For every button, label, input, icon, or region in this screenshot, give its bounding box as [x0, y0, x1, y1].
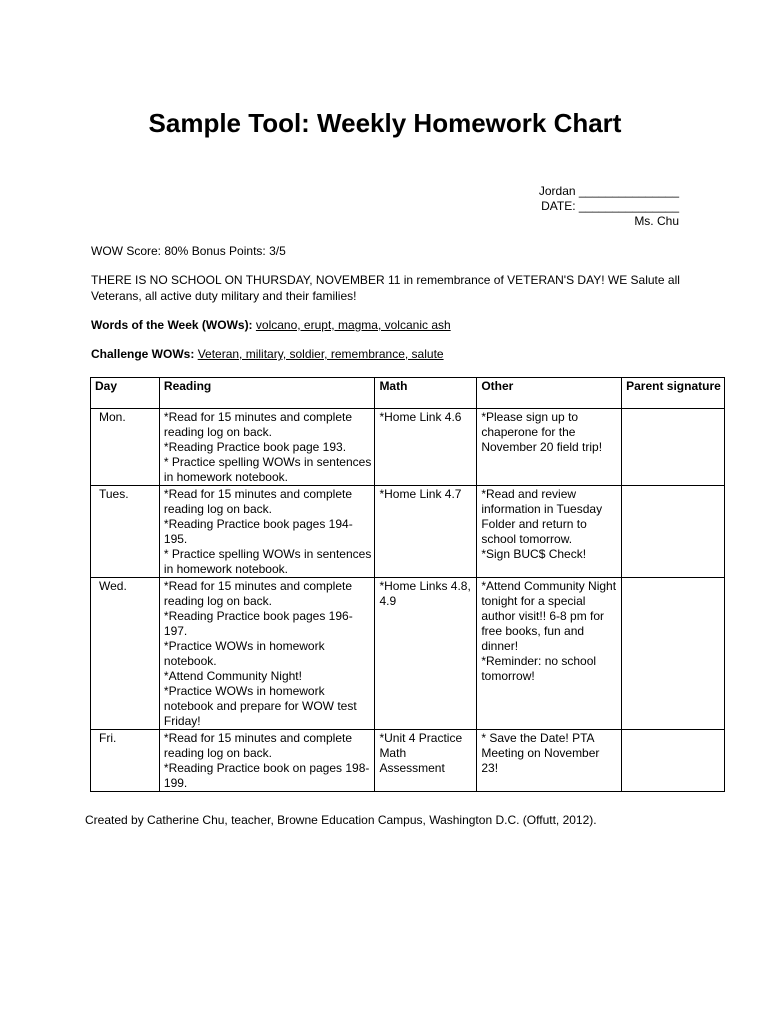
math-item: *Home Links 4.8, 4.9 — [379, 579, 471, 608]
reading-cell — [159, 409, 375, 486]
other-item: *Read and review information in Tuesday Folder and return to school tomorrow. — [481, 487, 603, 546]
header-parent-signature: Parent signature — [622, 378, 725, 409]
other-cell — [477, 409, 622, 486]
wows-words: volcano, erupt, magma, volcanic ash — [255, 318, 451, 332]
other-cell — [477, 486, 622, 578]
reading-item: *Reading Practice book pages 194-195. — [163, 517, 353, 546]
challenge-label: Challenge WOWs: — [91, 347, 195, 361]
day-cell: Wed. — [91, 578, 160, 730]
header-reading: Reading — [159, 378, 375, 409]
parent-signature-cell[interactable] — [622, 486, 725, 578]
math-item: *Unit 4 Practice Math Assessment — [379, 731, 463, 775]
table-row — [91, 578, 725, 730]
other-item: *Please sign up to chaperone for the November 20 field trip! — [481, 410, 603, 454]
score-line: WOW Score: 80% Bonus Points: 3/5 — [91, 244, 286, 258]
other-item: *Attend Community Night tonight for a special author visit!! 6-8 pm for free books, fun and dinner! — [481, 579, 617, 653]
reading-item: *Reading Practice book pages 196-197. — [163, 609, 353, 638]
other-item: * Save the Date! PTA Meeting on November 23! — [481, 731, 600, 775]
math-item: *Home Link 4.6 — [379, 410, 462, 424]
math-cell — [375, 486, 477, 578]
reading-item: *Reading Practice book on pages 198-199. — [163, 761, 370, 790]
math-cell — [375, 578, 477, 730]
header-day: Day — [91, 378, 160, 409]
reading-item: *Read for 15 minutes and complete reading log on back. — [163, 731, 353, 760]
parent-signature-cell[interactable] — [622, 578, 725, 730]
table-row — [91, 486, 725, 578]
teacher-name: Ms. Chu — [634, 214, 679, 228]
challenge-words: Veteran, military, soldier, remembrance, salute — [197, 347, 444, 361]
reading-item: *Reading Practice book page 193. — [163, 440, 347, 454]
math-item: *Home Link 4.7 — [379, 487, 462, 501]
other-item: *Sign BUC$ Check! — [481, 547, 587, 561]
day-cell: Tues. — [91, 486, 160, 578]
challenge-wows — [91, 347, 444, 361]
day-cell: Mon. — [91, 409, 160, 486]
date-line: DATE: _______________ — [541, 199, 679, 213]
other-cell — [477, 730, 622, 792]
wows-label: Words of the Week (WOWs): — [91, 318, 253, 332]
parent-signature-cell[interactable] — [622, 730, 725, 792]
homework-table — [90, 377, 725, 792]
table-row — [91, 730, 725, 792]
reading-cell — [159, 730, 375, 792]
reading-item: *Read for 15 minutes and complete reading log on back. — [163, 410, 353, 439]
reading-item: *Read for 15 minutes and complete reading log on back. — [163, 487, 353, 516]
other-item: *Reminder: no school tomorrow! — [481, 654, 597, 683]
other-cell — [477, 578, 622, 730]
header-info — [539, 184, 679, 229]
reading-cell — [159, 578, 375, 730]
math-cell — [375, 730, 477, 792]
footer-credit: Created by Catherine Chu, teacher, Browne Education Campus, Washington D.C. (Offutt, 2012). — [85, 813, 597, 827]
table-row — [91, 409, 725, 486]
reading-item: * Practice spelling WOWs in sentences in homework notebook. — [163, 547, 372, 576]
parent-signature-cell[interactable] — [622, 409, 725, 486]
reading-item: *Attend Community Night! — [163, 669, 302, 683]
header-other: Other — [477, 378, 622, 409]
day-cell: Fri. — [91, 730, 160, 792]
reading-item: *Practice WOWs in homework notebook. — [163, 639, 325, 668]
school-notice: THERE IS NO SCHOOL ON THURSDAY, NOVEMBER 11 in remembrance of VETERAN'S DAY! WE Salute all Veterans, all active duty military and their families! — [91, 273, 680, 303]
student-name-line: Jordan _______________ — [538, 184, 679, 198]
reading-cell — [159, 486, 375, 578]
words-of-week — [91, 318, 451, 332]
header-math: Math — [375, 378, 477, 409]
reading-item: *Practice WOWs in homework notebook and prepare for WOW test Friday! — [163, 684, 357, 728]
reading-item: *Read for 15 minutes and complete reading log on back. — [163, 579, 353, 608]
math-cell — [375, 409, 477, 486]
table-header-row — [91, 378, 725, 409]
page-title: Sample Tool: Weekly Homework Chart — [148, 108, 622, 138]
reading-item: * Practice spelling WOWs in sentences in homework notebook. — [163, 455, 372, 484]
